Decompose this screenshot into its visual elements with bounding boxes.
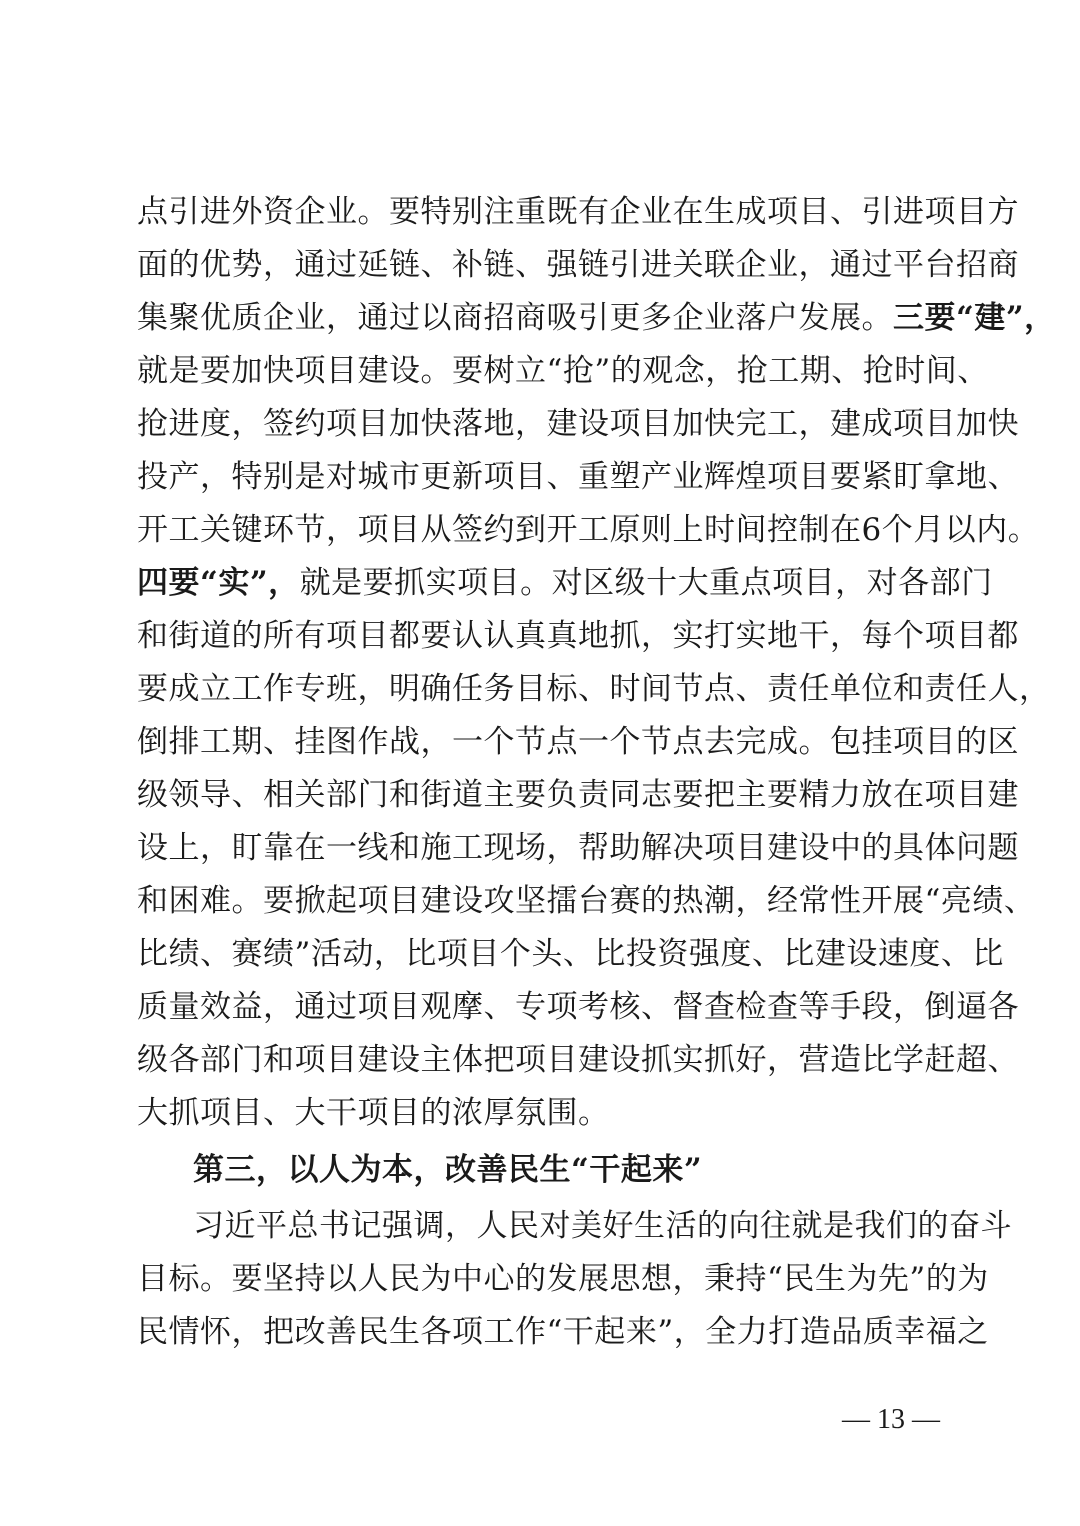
text-line-18: 大抓项目、大干项目的浓厚氛围。 — [137, 1095, 610, 1131]
text-line-12: 级领导、相关部门和街道主要负责同志要把主要精力放在项目建 — [137, 777, 1019, 813]
point-three-label: 三要“建”， — [893, 300, 1056, 336]
text-line-8-rest: 就是要抓实项目。对区级十大重点项目，对各部门 — [299, 565, 993, 601]
text-line-16: 质量效益，通过项目观摩、专项考核、督查检查等手段，倒逼各 — [137, 989, 1019, 1025]
text-line-14: 和困难。要掀起项目建设攻坚擂台赛的热潮，经常性开展“亮绩、 — [137, 883, 1036, 919]
page-number: — 13 — — [842, 1404, 940, 1435]
text-line-15: 比绩、赛绩”活动，比项目个头、比投资强度、比建设速度、比 — [137, 936, 1004, 972]
text-line-7: 开工关键环节，项目从签约到开工原则上时间控制在6个月以内。 — [137, 512, 1040, 548]
text-line-6: 投产，特别是对城市更新项目、重塑产业辉煌项目要紧盯拿地、 — [137, 459, 1019, 495]
text-line-10: 要成立工作专班，明确任务目标、时间节点、责任单位和责任人， — [137, 671, 1051, 707]
text-line-1: 点引进外资企业。要特别注重既有企业在生成项目、引进项目方 — [137, 194, 1019, 230]
text-line-9: 和街道的所有项目都要认认真真地抓，实打实地干，每个项目都 — [137, 618, 1019, 654]
para2-line-2: 目标。要坚持以人民为中心的发展思想，秉持“民生为先”的为 — [137, 1261, 989, 1297]
text-line-8 — [137, 561, 993, 605]
text-line-13: 设上，盯靠在一线和施工现场，帮助解决项目建设中的具体问题 — [137, 830, 1019, 866]
para2-line-3: 民情怀，把改善民生各项工作“干起来”，全力打造品质幸福之 — [137, 1314, 989, 1350]
para2-line-1: 习近平总书记强调，人民对美好生活的向往就是我们的奋斗 — [193, 1208, 1012, 1244]
text-line-4: 就是要加快项目建设。要树立“抢”的观念，抢工期、抢时间、 — [137, 353, 989, 389]
text-line-2: 面的优势，通过延链、补链、强链引进关联企业，通过平台招商 — [137, 247, 1019, 283]
text-line-17: 级各部门和项目建设主体把项目建设抓实抓好，营造比学赶超、 — [137, 1042, 1019, 1078]
text-line-3-main: 集聚优质企业，通过以商招商吸引更多企业落户发展。 — [137, 300, 893, 336]
text-line-11: 倒排工期、挂图作战，一个节点一个节点去完成。包挂项目的区 — [137, 724, 1019, 760]
text-line-5: 抢进度，签约项目加快落地，建设项目加快完工，建成项目加快 — [137, 406, 1019, 442]
text-line-3 — [137, 296, 1056, 340]
section-heading: 第三，以人为本，改善民生“干起来” — [193, 1152, 703, 1188]
point-four-label: 四要“实”， — [137, 565, 300, 601]
